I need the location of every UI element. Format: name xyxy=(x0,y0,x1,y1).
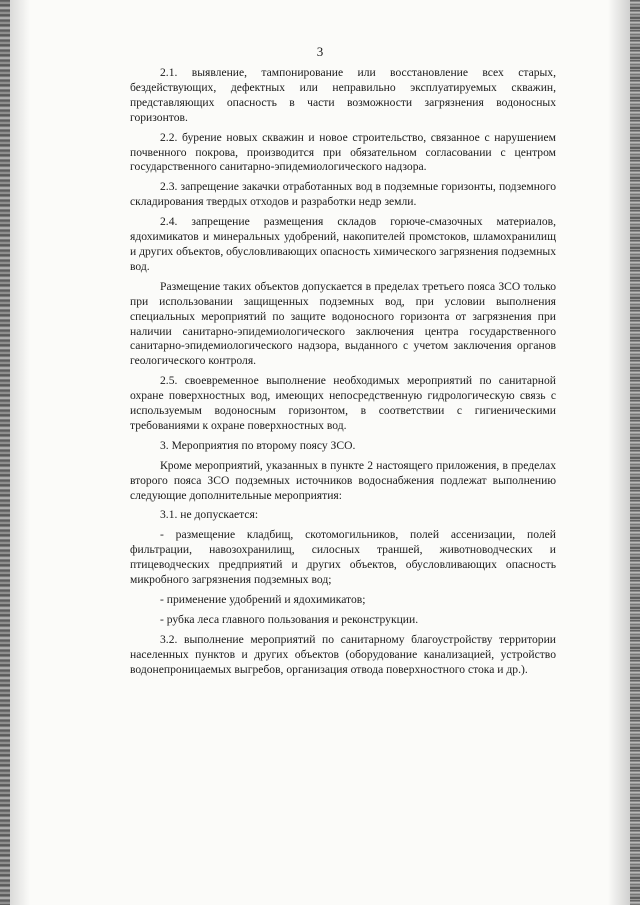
paragraph-2-4: 2.4. запрещение размещения складов горюче-смазочных материалов, ядохимикатов и минеральных удобрений, накопителей промстоков, шламохранилищ и других объектов, обусловливающих опасность химического загрязнения подземных вод. xyxy=(130,215,556,273)
paragraph-3-intro: Кроме мероприятий, указанных в пункте 2 настоящего приложения, в пределах второго пояса ЗСО подземных источников водоснабжения подлежат выполнению следующие дополнительные мероприятия: xyxy=(130,458,556,502)
paragraph-2-3: 2.3. запрещение закачки отработанных вод в подземные горизонты, подземного складирования твердых отходов и разработки недр земли. xyxy=(130,180,556,209)
paragraph-placement: Размещение таких объектов допускается в пределах третьего пояса ЗСО только при использовании защищенных подземных вод, при условии выполнения специальных мероприятий по защите водоносного горизонта от загрязнения при наличии санитарно-эпидемиологического заключения центра государственного санитарно-эпидемиологического надзора, выданного с учетом заключения органов геологического контроля. xyxy=(130,279,556,368)
scan-edge-right xyxy=(630,0,640,905)
list-item-3-1-b: - применение удобрений и ядохимикатов; xyxy=(160,593,366,606)
paragraph-3-1: 3.1. не допускается: xyxy=(160,508,259,522)
scan-edge-left xyxy=(0,0,10,905)
section-3-heading: 3. Мероприятия по второму поясу ЗСО. xyxy=(160,438,356,452)
paragraph-3-2: 3.2. выполнение мероприятий по санитарному благоустройству территории населенных пунктов и других объектов (оборудование канализацией, устройство водонепроницаемых выгребов, организация отвода поверхностного стока и др.). xyxy=(130,632,556,676)
page-number: 3 xyxy=(316,44,324,59)
document-body xyxy=(130,66,556,678)
paragraph-2-1: 2.1. выявление, тампонирование или восстановление всех старых, бездействующих, дефектных или неправильно эксплуатируемых скважин, представляющих опасность в части возможности загрязнения водоносных горизонтов. xyxy=(130,66,556,124)
paragraph-2-2: 2.2. бурение новых скважин и новое строительство, связанное с нарушением почвенного покрова, производится при обязательном согласовании с центром государственного санитарно-эпидемиологического надзора. xyxy=(130,130,556,174)
scan-shadow-left xyxy=(10,0,30,905)
list-item-3-1-a: - размещение кладбищ, скотомогильников, полей ассенизации, полей фильтрации, навозохранилищ, силосных траншей, животноводческих и птицеводческих предприятий и других объектов, обусловливающих опасность микробного загрязнения подземных вод; xyxy=(130,528,556,587)
paragraph-2-5: 2.5. своевременное выполнение необходимых мероприятий по санитарной охране поверхностных вод, имеющих непосредственную гидрологическую связь с используемым водоносным горизонтом, в соответствии с гигиеническими требованиями к охране поверхностных вод. xyxy=(130,374,556,432)
scan-shadow-right xyxy=(608,0,630,905)
list-item-3-1-c: - рубка леса главного пользования и реконструкции. xyxy=(160,612,419,626)
